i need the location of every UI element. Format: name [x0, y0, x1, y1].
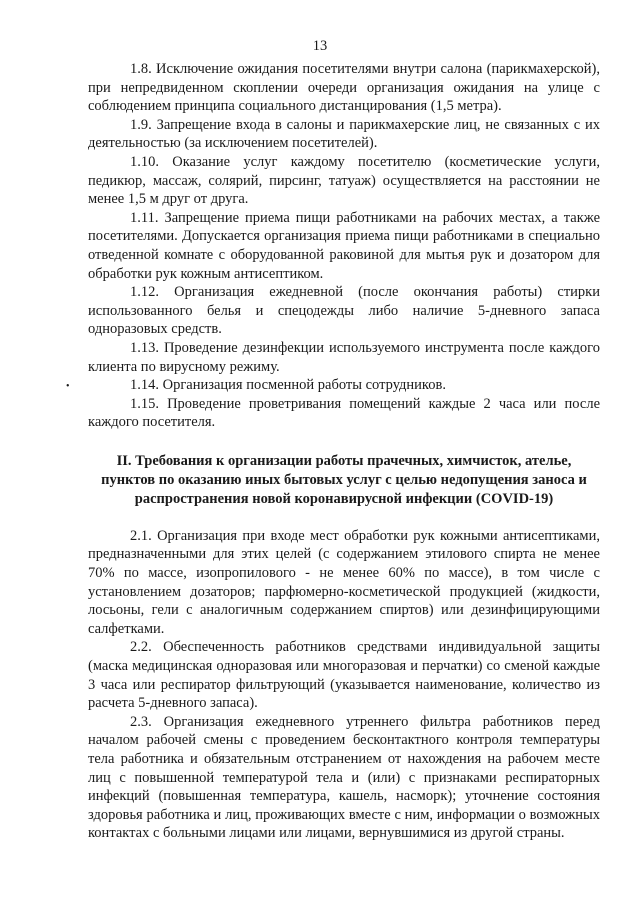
paragraph-1-10: 1.10. Оказание услуг каждому посетителю (косметические услуги, педикюр, массаж, солярий, пирсинг, татуаж) осуществляется на расстоянии не менее 1,5 м друг от друга. [88, 153, 600, 208]
paragraph-1-12: 1.12. Организация ежедневной (после окончания работы) стирки использованного белья и спецодежды либо наличие 5-дневного запаса одноразовых средств. [88, 284, 600, 338]
paragraph-1-9: 1.9. Запрещение входа в салоны и парикмахерские лиц, не связанных с их деятельностью (за исключением посетителей). [88, 116, 600, 152]
paragraph-1-14: 1.14. Организация посменной работы сотрудников. [130, 377, 446, 394]
paragraph-1-15: 1.15. Проведение проветривания помещений каждые 2 часа или после каждого посетителя. [88, 395, 600, 431]
document-body [88, 60, 600, 843]
section-title: II. Требования к организации работы прачечных, химчисток, ателье, пунктов по оказанию иных бытовых услуг с целью недопущения заноса и распространения новой коронавирусной инфекции (COVID-19) [101, 452, 587, 507]
margin-bullet-mark: • [66, 381, 70, 392]
paragraph-2-1: 2.1. Организация при входе мест обработки рук кожными антисептиками, предназначенными для этих целей (с содержанием этилового спирта не менее 70% по массе, изопропилового - не менее 60% по массе), в том числе с установлением дозаторов; парфюмерно-косметической продукцией (жидкости, лосьоны, гели с аналогичным содержанием спиртов) или дезинфицирующими салфетками. [88, 527, 600, 637]
paragraph-1-8: 1.8. Исключение ожидания посетителями внутри салона (парикмахерской), при непредвиденном скоплении очереди организация ожидания на улице с соблюдением принципа социального дистанцирования (1,5 метра). [88, 61, 600, 115]
page-number: 13 [312, 38, 328, 54]
paragraph-2-3: 2.3. Организация ежедневного утреннего фильтра работников перед началом рабочей смены с проведением бесконтактного контроля температуры тела работника и обязательным отстранением от нахождения на рабочем месте лиц с повышенной температурой тела и (или) с признаками респираторных инфекций (повышенная температура, кашель, насморк); уточнение состояния здоровья работника и лиц, проживающих вместе с ним, информации о возможных контактах с больными лицами или лицами, вернувшимися из другой страны. [88, 713, 600, 842]
paragraph-1-11: 1.11. Запрещение приема пищи работниками на рабочих местах, а также посетителями. Допускается организация приема пищи работниками в специально отведенной комнате с оборудованной раковиной для мытья рук и дозатором для обработки рук кожным антисептиком. [88, 209, 600, 282]
paragraph-2-2: 2.2. Обеспеченность работников средствами индивидуальной защиты (маска медицинская одноразовая или многоразовая и перчатки) со сменой каждые 3 часа или респиратор фильтрующий (указывается наименование, количество из расчета 5-дневного запаса). [88, 639, 600, 712]
paragraph-1-13: 1.13. Проведение дезинфекции используемого инструмента после каждого клиента по вирусному режиму. [88, 339, 600, 375]
